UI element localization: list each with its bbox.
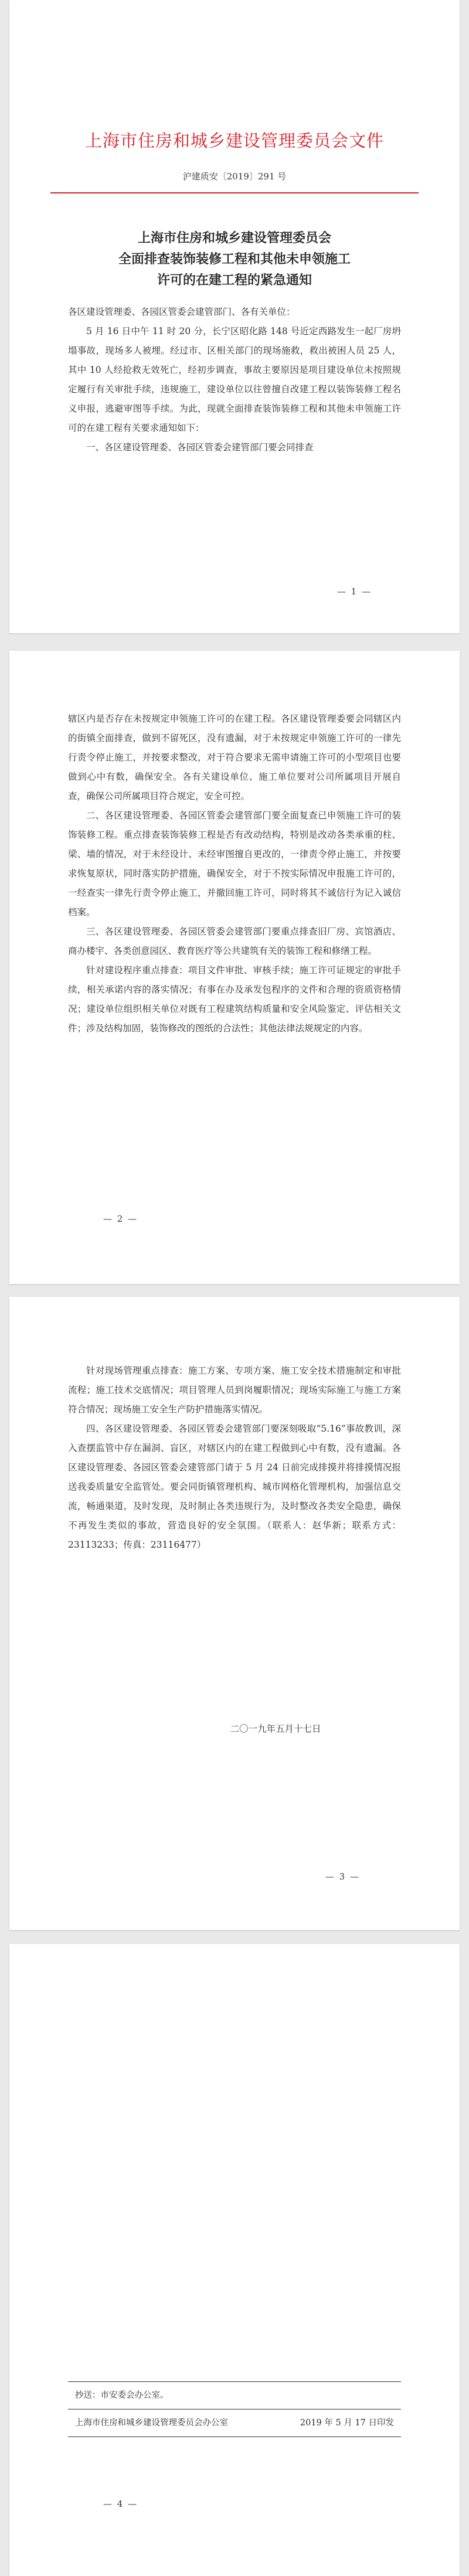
notice-title — [9, 227, 460, 291]
issuer: 上海市住房和城乡建设管理委员会办公室 — [75, 2418, 228, 2428]
notice-title-line-2: 全面排查装饰装修工程和其他未申领施工 — [118, 252, 351, 267]
document-page-3 — [9, 1297, 460, 1930]
issue-line — [68, 2409, 401, 2437]
paragraph: 三、各区建设管理委、各园区管委会建管部门要重点排查旧厂房、宾馆酒店、商办楼宇、各类创意园区、教育医疗等公共建筑有关的装饰工程和修缮工程。 — [68, 926, 401, 956]
paragraph: 辖区内是否存在未按规定申领施工许可的在建工程。各区建设管理委要会同辖区内的街镇全面排查，做到不留死区，没有遗漏，对于未按规定申领施工许可的一律先行责令停止施工，并按要求整改，对于符合要求无需申请施工许可的小型项目也要做到心中有数，确保安全。各有关建设单位、施工单位要对公司所属项目开展自查，确保公司所属项目符合规定，安全可控。 — [68, 713, 401, 801]
page-number: — 3 — — [325, 1871, 360, 1882]
page-2-body — [68, 709, 401, 1038]
page-number: — 2 — — [103, 1214, 138, 1224]
cc-text: 抄送：市安委会办公室。 — [75, 2391, 169, 2400]
document-page-1 — [9, 0, 460, 633]
paragraph: 针对现场管理重点排查：施工方案、专项方案、施工安全技术措施制定和审批流程；施工技术交底情况；项目管理人员到岗履职情况；现场实际施工与施工方案符合情况；现场施工安全生产防护措施落实情况。 — [68, 1365, 401, 1415]
red-divider — [50, 192, 419, 193]
paragraph: 二、各区建设管理委、各园区管委会建管部门要全面复查已申领施工许可的装饰装修工程。重点排查装饰装修工程是否有改动结构，特别是改动各类承重的柱、梁、墙的情况，对于未经设计、未经审图擅自更改的，一律责令停止施工，并按要求恢复原状，同时落实防护措施，确保安全，对于不按实际情况申报施工许可的，一经查实一律先行责令停止施工，并撤回施工许可，同时将其不诚信行为记入诚信档案。 — [68, 810, 401, 917]
document-header-title: 上海市住房和城乡建设管理委员会文件 — [84, 131, 384, 151]
document-footer — [68, 2381, 401, 2437]
page-3-body — [68, 1361, 401, 1555]
document-page-4 — [9, 1944, 460, 2576]
document-number: 沪建质安〔2019〕291 号 — [182, 171, 287, 182]
document-page-2 — [9, 651, 460, 1284]
page-number: — 1 — — [337, 586, 372, 597]
signature-date: 二〇一九年五月十七日 — [230, 1724, 321, 1734]
paragraph: 一、各区建设管理委、各园区管委会建管部门要会同排查 — [86, 442, 314, 453]
issue-date: 2019 年 5 月 17 日印发 — [300, 2418, 394, 2428]
notice-title-line-1: 上海市住房和城乡建设管理委员会 — [137, 230, 331, 246]
notice-title-line-3: 许可的在建工程的紧急通知 — [157, 273, 312, 288]
page-1-body — [68, 303, 401, 457]
cc-line — [68, 2381, 401, 2409]
paragraph: 5 月 16 日中午 11 时 20 分，长宁区昭化路 148 号近定西路发生一起厂房坍塌事故，现场多人被埋。经过市、区相关部门的现场施救，救出被困人员 25 人，其中 10 人经抢救无效死亡，经初步调查，事故主要原因是项目建设单位未按照规定履行有关审批手续，违规施工，建设单位以往曾擅自改建工程以装饰装修工程名义申报，逃避审图等手续。为此，现就全面排查装饰装修工程和其他未申领施工许可的在建工程有关要求通知如下： — [68, 326, 401, 433]
salutation: 各区建设管理委、各园区管委会建管部门、各有关单位： — [68, 307, 295, 317]
paragraph: 针对建设程序重点排查：项目文件审批、审核手续；施工许可证规定的审批手续，相关承诺内容的落实情况；有事在办及承发包程序的文件和合理的资质资格情况；建设单位组织相关单位对既有工程建筑结构质量和安全风险鉴定、评估相关文件；涉及结构加固，装饰修改的图纸的合法性；其他法律法规规定的内容。 — [68, 965, 401, 1034]
paragraph: 四、各区建设管理委、各园区管委会建管部门要深刻吸取“5.16”事故教训，深入查摆监管中存在漏洞、盲区，对辖区内的在建工程做到心中有数，没有遗漏。各区建设管理委、各园区管委会建管部门请于 5 月 24 日前完成排摸并将排摸情况报送我委质量安全监管处。要会同街镇管理机构、城市网格化管理机构，加强信息交流，畅通渠道，及时发现，及时制止各类违规行为，及时整改各类安全隐患，确保不再发生类似的事故，营造良好的安全氛围。（联系人：赵华新；联系方式：23113233；传真：23116477） — [68, 1423, 401, 1550]
page-number: — 4 — — [103, 2499, 138, 2509]
